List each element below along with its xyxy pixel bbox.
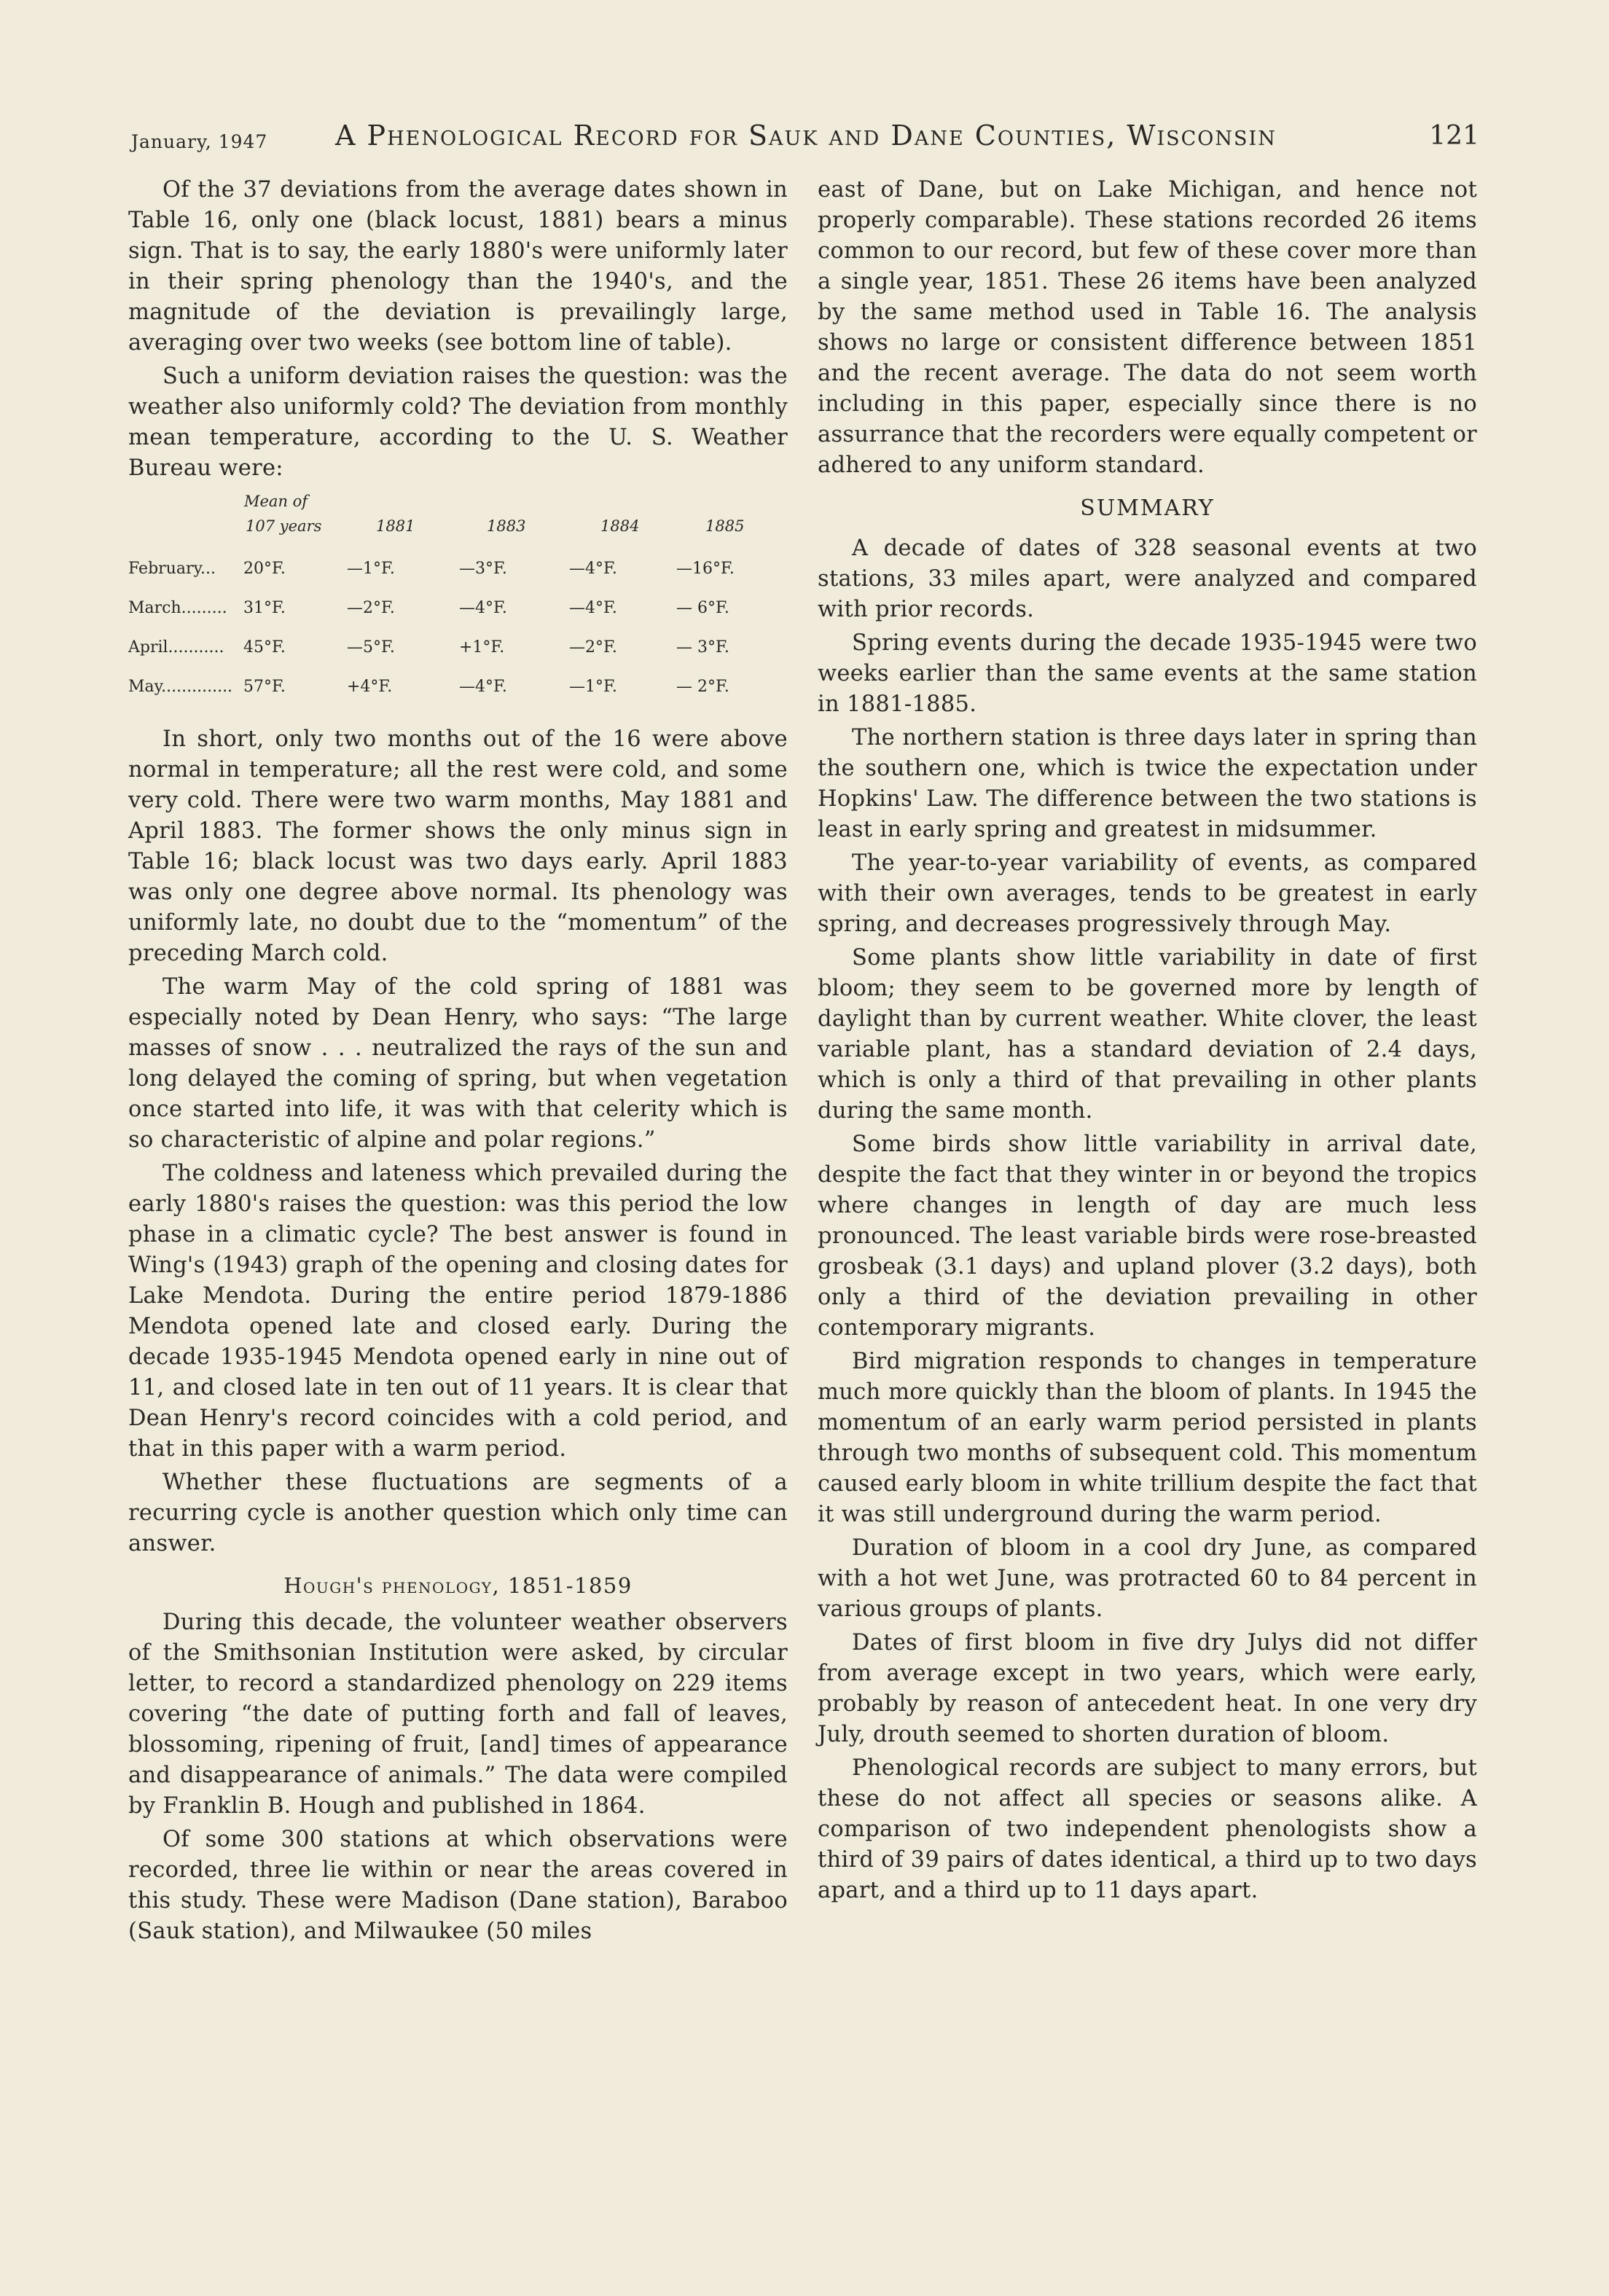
table-row [128, 560, 788, 589]
summary-paragraph: A decade of dates of 328 seasonal events at two stations, 33 miles apart, were analyzed and compared with prior records. [818, 536, 1477, 622]
table-cell: — 3°F. [676, 638, 729, 657]
summary-paragraph: The year-to-year variability of events, as compared with their own averages, tends to be greatest in early spring, and decreases progressively through May. [818, 850, 1477, 937]
table-row [128, 638, 788, 667]
paragraph: Such a uniform deviation raises the question: was the weather also uniformly cold? The deviation from monthly mean temperature, according to the U. S. Weather Bureau were: [128, 364, 788, 481]
summary-paragraph: Some birds show little variability in arrival date, despite the fact that they winter in or beyond the tropics where changes in length of day are much less pronounced. The least variable birds were rose-breasted grosbeak (3.1 days) and upland plover (3.2 days), both only a third of the deviation prevailing in other contemporary migrants. [818, 1132, 1477, 1341]
paragraph: Whether these fluctuations are segments of a recurring cycle is another question which only time can answer. [128, 1470, 788, 1556]
table-cell: —4°F. [569, 560, 617, 578]
table-cell: —2°F. [347, 599, 395, 617]
table-header-year: 1885 [705, 517, 745, 535]
summary-paragraph: Duration of bloom in a cool dry June, as compared with a hot wet June, was protracted 60 to 84 percent in various groups of plants. [818, 1535, 1477, 1622]
paragraph: The warm May of the cold spring of 1881 was especially noted by Dean Henry, who says: “The large masses of snow . . . neutralized the rays of the sun and long delayed the coming of spring, but when vegetation once started into life, it was with that celerity which is so characteristic of alpine and polar regions.” [128, 974, 788, 1153]
paragraph: In short, only two months out of the 16 were above normal in temperature; all the rest were cold, and some very cold. There were two warm months, May 1881 and April 1883. The former shows the only minus sign in Table 16; black locust was two days early. April 1883 was only one degree above normal. Its phenology was uniformly late, no doubt due to the “momentum” of the preceding March cold. [128, 726, 788, 966]
section-heading: Hough's phenology, 1851-1859 [283, 1573, 633, 1598]
summary-paragraph: Dates of first bloom in five dry Julys did not differ from average except in two years, which were early, probably by reason of antecedent heat. In one very dry July, drouth seemed to shorten duration of bloom. [818, 1630, 1477, 1747]
summary-paragraph: Spring events during the decade 1935-1945 were two weeks earlier than the same events at the same station in 1881-1885. [818, 630, 1477, 717]
table-header-year: 1883 [487, 517, 526, 535]
temperature-deviation-table [128, 493, 788, 711]
table-cell: —5°F. [347, 638, 395, 657]
table-header-mean-years: 107 years [246, 517, 322, 535]
paragraph: east of Dane, but on Lake Michigan, and hence not properly comparable). These stations recorded 26 items common to our record, but few of these cover more than a single year, 1851. These 26 items have been analyzed by the same method used in Table 16. The analysis shows no large or consistent difference between 1851 and the recent average. The data do not seem worth including in this paper, especially since there is no assurrance that the recorders were equally competent or adhered to any uniform standard. [818, 177, 1477, 478]
table-header-year: 1881 [376, 517, 415, 535]
table-cell: —2°F. [569, 638, 617, 657]
summary-paragraph: The northern station is three days later in spring than the southern one, which is twice the expectation under Hopkins' Law. The difference between the two stations is least in early spring and greatest in midsummer. [818, 725, 1477, 842]
table-cell: —16°F. [676, 560, 735, 578]
summary-paragraph: Phenological records are subject to many errors, but these do not affect all species or seasons alike. A comparison of two independent phenologists show a third of 39 pairs of dates identical, a third up to two days apart, and a third up to 11 days apart. [818, 1755, 1477, 1903]
table-month: February... [128, 560, 216, 578]
running-title: A Phenological Record for Sauk and Dane Counties, Wisconsin [335, 119, 1277, 152]
page-number: 121 [1429, 121, 1479, 151]
running-header [131, 115, 1479, 159]
issue-date: January, 1947 [131, 131, 268, 152]
summary-paragraph: Some plants show little variability in date of first bloom; they seem to be governed more by length of daylight than by current weather. White clover, the least variable plant, has a standard deviation of 2.4 days, which is only a third of that prevailing in other plants during the same month. [818, 945, 1477, 1124]
table-cell: —1°F. [569, 678, 617, 696]
paragraph: Of some 300 stations at which observations were recorded, three lie within or near the areas covered in this study. These were Madison (Dane station), Baraboo (Sauk station), and Milwaukee (50 miles [128, 1827, 788, 1944]
right-column [818, 175, 1477, 1909]
table-mean: 31°F. [243, 599, 286, 617]
summary-paragraph: Bird migration responds to changes in temperature much more quickly than the bloom of plants. In 1945 the momentum of an early warm period persisted in plants through two months of subsequent cold. This momentum caused early bloom in white trillium despite the fact that it was still underground during the warm period. [818, 1349, 1477, 1527]
table-header-year: 1884 [600, 517, 640, 535]
table-row [128, 678, 788, 707]
paragraph: During this decade, the volunteer weather observers of the Smithsonian Institution were asked, by circular letter, to record a standardized phenology on 229 items covering “the date of putting forth and fall of leaves, blossoming, ripening of fruit, [and] times of appearance and disappearance of animals.” The data were compiled by Franklin B. Hough and published in 1864. [128, 1610, 788, 1819]
table-cell: —1°F. [347, 560, 395, 578]
table-cell: +4°F. [347, 678, 393, 696]
paragraph: The coldness and lateness which prevailed during the early 1880's raises the question: was this period the low phase in a climatic cycle? The best answer is found in Wing's (1943) graph of the opening and closing dates for Lake Mendota. During the entire period 1879-1886 Mendota opened late and closed early. During the decade 1935-1945 Mendota opened early in nine out of 11, and closed late in ten out of 11 years. It is clear that Dean Henry's record coincides with a cold period, and that in this paper with a warm period. [128, 1161, 788, 1462]
table-cell: +1°F. [459, 638, 505, 657]
table-month: April........... [128, 638, 224, 657]
table-mean: 57°F. [243, 678, 286, 696]
table-cell: —4°F. [459, 599, 507, 617]
table-mean: 20°F. [243, 560, 286, 578]
left-column [128, 175, 788, 1950]
table-header-mean: Mean of [244, 493, 308, 510]
table-cell: — 2°F. [676, 678, 729, 696]
paragraph: Of the 37 deviations from the average dates shown in Table 16, only one (black locust, 1881) bears a minus sign. That is to say, the early 1880's were uniformly later in their spring phenology than the 1940's, and the magnitude of the deviation is prevailingly large, averaging over two weeks (see bottom line of table). [128, 177, 788, 356]
table-cell: —3°F. [459, 560, 507, 578]
summary-heading: SUMMARY [1080, 495, 1215, 521]
table-cell: —4°F. [459, 678, 507, 696]
table-row [128, 599, 788, 628]
table-cell: —4°F. [569, 599, 617, 617]
table-month: March......... [128, 599, 227, 617]
table-cell: — 6°F. [676, 599, 729, 617]
table-month: May.............. [128, 678, 233, 696]
table-mean: 45°F. [243, 638, 286, 657]
